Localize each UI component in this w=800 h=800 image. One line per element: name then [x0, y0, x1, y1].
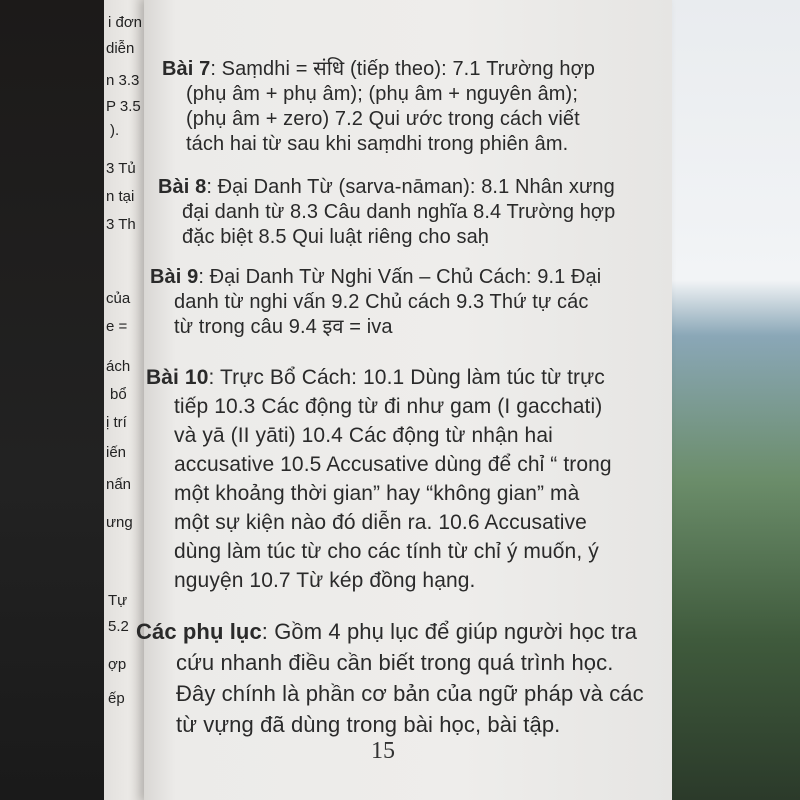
- facing-page-fragment: e =: [106, 318, 128, 335]
- lesson-7-entry: [162, 57, 595, 157]
- entry-text: cứu nhanh điều cần biết trong quá trình học.: [176, 650, 614, 675]
- entry-text: danh từ nghi vấn 9.2 Chủ cách 9.3 Thứ tự các: [174, 291, 589, 313]
- entry-text: và yā (II yāti) 10.4 Các động từ nhận hai: [174, 424, 553, 447]
- entry-text: tách hai từ sau khi saṃdhi trong phiên âm.: [186, 133, 569, 155]
- facing-page-fragment: ).: [110, 122, 120, 139]
- facing-page-fragment: 3 Tủ: [106, 160, 136, 177]
- entry-text: nguyện 10.7 Từ kép đồng hạng.: [174, 569, 476, 592]
- facing-page-fragment: bổ: [110, 386, 127, 403]
- entry-text: một khoảng thời gian” hay “không gian” mà: [174, 482, 580, 505]
- facing-page-fragment: nấn: [106, 476, 132, 493]
- facing-page-fragment: n 3.3: [106, 72, 140, 89]
- lesson-8-entry: [158, 175, 615, 250]
- lesson-10-entry: [146, 363, 612, 595]
- entry-text: (phụ âm + phụ âm); (phụ âm + nguyên âm);: [186, 83, 578, 105]
- entry-text: : Đại Danh Từ (sarva-nāman): 8.1 Nhân xưng: [206, 176, 615, 198]
- facing-page-fragment: 3 Th: [106, 216, 136, 233]
- facing-page-fragment: 5.2: [108, 618, 129, 635]
- lesson-label: Bài 9: [150, 266, 199, 288]
- entry-text: accusative 10.5 Accusative dùng để chỉ “ trong: [174, 453, 612, 476]
- page-number: 15: [371, 738, 395, 764]
- facing-page-fragment: i đơn: [108, 14, 143, 31]
- entry-text: dùng làm túc từ cho các tính từ chỉ ý muốn, ý: [174, 540, 599, 563]
- background-left: [0, 0, 104, 800]
- entry-text: : Saṃdhi = संधि (tiếp theo): 7.1 Trường hợp: [210, 58, 596, 80]
- entry-text: Đây chính là phần cơ bản của ngữ pháp và các: [176, 681, 644, 706]
- entry-text: tiếp 10.3 Các động từ đi như gam (I gacchati): [174, 395, 603, 418]
- entry-text: (phụ âm + zero) 7.2 Qui ước trong cách viết: [186, 108, 580, 130]
- facing-page-fragment: của: [106, 290, 131, 307]
- entry-text: : Trực Bổ Cách: 10.1 Dùng làm túc từ trực: [208, 366, 605, 389]
- facing-page-fragment: ếp: [108, 690, 125, 707]
- entry-text: : Gồm 4 phụ lục để giúp người học tra: [261, 619, 638, 644]
- facing-page-fragment: ách: [106, 358, 131, 375]
- entry-text: một sự kiện nào đó diễn ra. 10.6 Accusative: [174, 511, 587, 534]
- facing-page-fragment: n tại: [106, 188, 135, 205]
- facing-page-fragment: ợp: [108, 656, 127, 673]
- facing-page-fragment: P 3.5: [106, 98, 141, 115]
- lesson-label: Bài 10: [146, 366, 209, 389]
- entry-text: đặc biệt 8.5 Qui luật riêng cho saḥ: [182, 226, 490, 248]
- facing-page-fragment: ị trí: [106, 414, 127, 431]
- entry-text: đại danh từ 8.3 Câu danh nghĩa 8.4 Trường hợp: [182, 201, 616, 223]
- book-page: [136, 0, 672, 800]
- appendix-label: Các phụ lục: [136, 619, 262, 644]
- background-right-outdoor: [672, 0, 800, 800]
- appendix-entry: [136, 616, 644, 740]
- facing-page-fragment: ưng: [106, 514, 133, 531]
- entry-text: từ vựng đã dùng trong bài học, bài tập.: [176, 712, 561, 737]
- lesson-9-entry: [150, 265, 601, 340]
- entry-text: từ trong câu 9.4 इव = iva: [174, 316, 393, 338]
- facing-page-fragment: iến: [106, 444, 127, 461]
- facing-page-fragment: diễn: [106, 40, 135, 57]
- facing-page-fragment: Tự: [108, 592, 128, 609]
- entry-text: : Đại Danh Từ Nghi Vấn – Chủ Cách: 9.1 Đại: [198, 266, 602, 288]
- lesson-label: Bài 7: [162, 58, 211, 80]
- lesson-label: Bài 8: [158, 176, 207, 198]
